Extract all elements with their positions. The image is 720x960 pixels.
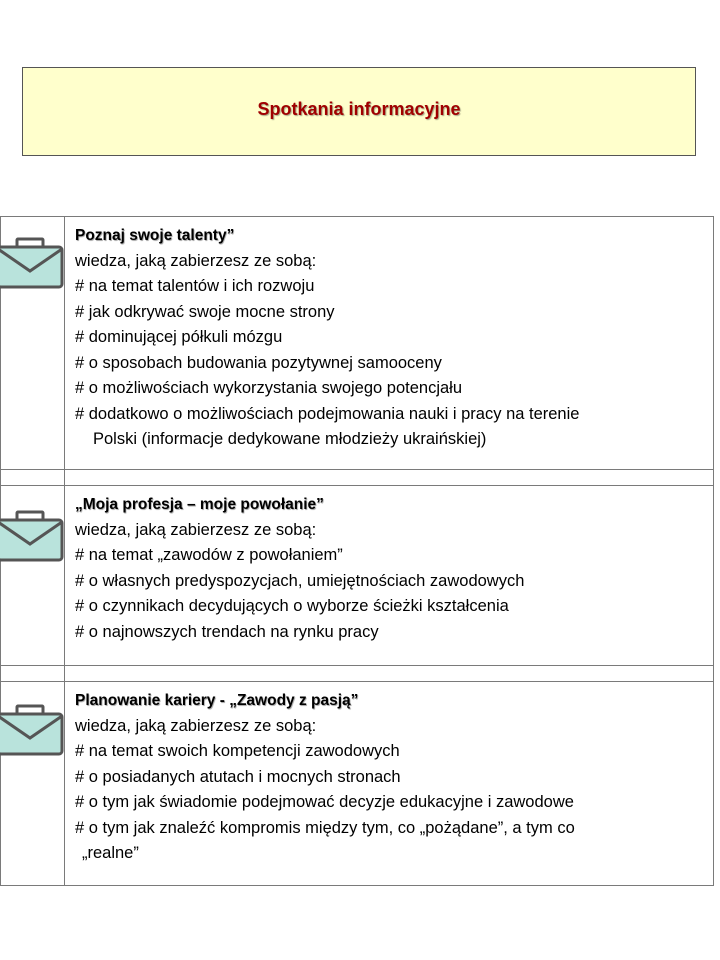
icon-cell	[0, 682, 65, 885]
briefcase-icon	[0, 510, 65, 562]
table-spacer-row	[0, 666, 714, 682]
list-item: # o tym jak świadomie podejmować decyzje edukacyjne i zawodowe	[75, 793, 574, 811]
icon-cell	[0, 470, 65, 485]
section-heading: „Moja profesja – moje powołanie”	[75, 496, 324, 513]
list-item: # o własnych predyspozycjach, umiejętnościach zawodowych	[75, 571, 525, 590]
spacer-cell	[65, 470, 714, 485]
list-item: # o czynnikach decydujących o wyborze ścieżki kształcenia	[75, 597, 509, 615]
list-item: # o posiadanych atutach i mocnych stronach	[75, 767, 401, 786]
list-item: # o sposobach budowania pozytywnej samooceny	[75, 353, 442, 372]
section-content	[65, 486, 714, 665]
list-item-continuation: „realne”	[82, 844, 139, 862]
list-item: # o najnowszych trendach na rynku pracy	[75, 622, 379, 641]
table-row-career-planning	[0, 682, 714, 886]
page-title: Spotkania informacyjne	[257, 99, 461, 119]
icon-cell	[0, 486, 65, 665]
list-item: # na temat swoich kompetencji zawodowych	[75, 742, 400, 760]
icon-cell	[0, 217, 65, 469]
section-intro: wiedza, jaką zabierzesz ze sobą:	[75, 520, 317, 539]
section-content	[65, 217, 714, 469]
briefcase-icon	[0, 237, 65, 289]
section-content	[65, 682, 714, 885]
list-item: # na temat „zawodów z powołaniem”	[75, 546, 343, 564]
briefcase-icon	[0, 704, 65, 756]
list-item: # dominującej półkuli mózgu	[75, 328, 283, 346]
sessions-table	[0, 216, 714, 886]
icon-cell	[0, 666, 65, 681]
table-row-talents	[0, 217, 714, 470]
list-item: # na temat talentów i ich rozwoju	[75, 277, 315, 295]
spacer-cell	[65, 666, 714, 681]
list-item: # dodatkowo o możliwościach podejmowania nauki i pracy na terenie	[75, 404, 580, 423]
list-item: # jak odkrywać swoje mocne strony	[75, 302, 335, 321]
section-intro: wiedza, jaką zabierzesz ze sobą:	[75, 251, 317, 270]
table-spacer-row	[0, 470, 714, 486]
title-box	[22, 67, 696, 156]
list-item: # o możliwościach wykorzystania swojego potencjału	[75, 379, 463, 397]
list-item-continuation: Polski (informacje dedykowane młodzieży ukraińskiej)	[93, 430, 487, 448]
section-intro: wiedza, jaką zabierzesz ze sobą:	[75, 716, 317, 735]
section-heading: Planowanie kariery - „Zawody z pasją”	[75, 692, 359, 709]
table-row-profession	[0, 486, 714, 666]
list-item: # o tym jak znaleźć kompromis między tym, co „pożądane”, a tym co	[75, 818, 575, 837]
section-heading: Poznaj swoje talenty”	[75, 227, 235, 244]
